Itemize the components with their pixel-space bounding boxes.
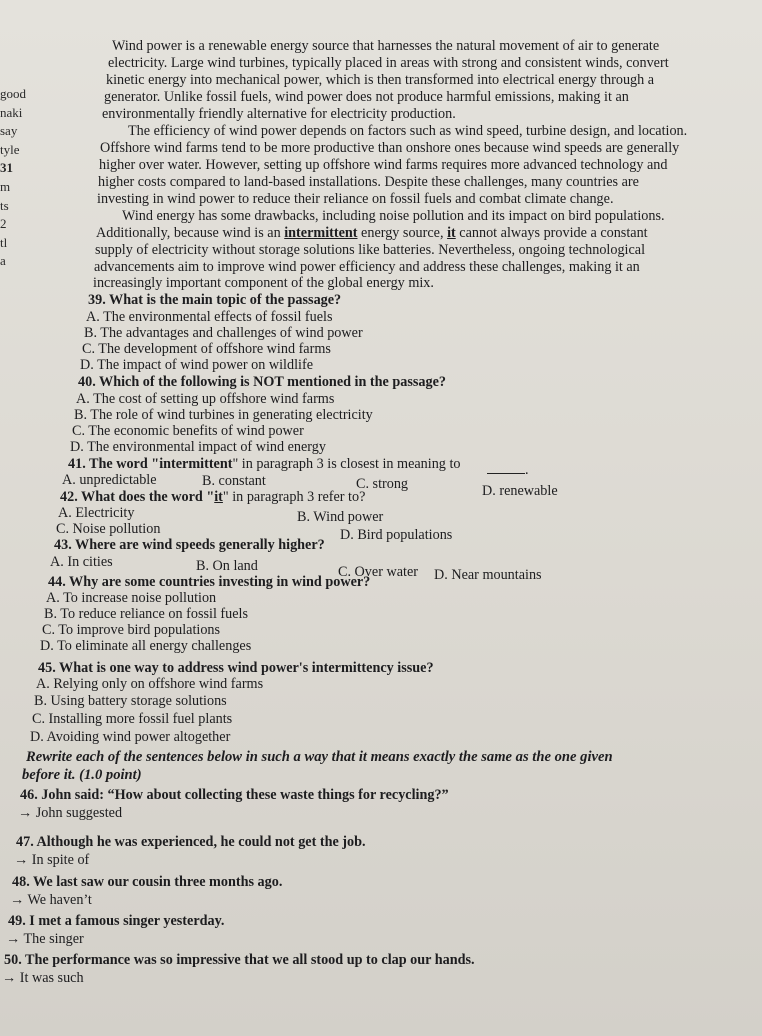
rewrite-answer-46[interactable]: → John suggested — [18, 805, 123, 821]
passage-line: The efficiency of wind power depends on factors such as wind speed, turbine design, and location. — [128, 123, 688, 139]
answer-option[interactable]: D. To eliminate all energy challenges — [40, 638, 252, 654]
passage-line: kinetic energy into mechanical power, which is then transformed into electrical energy through a — [106, 72, 655, 88]
keyword-it: it — [447, 225, 456, 241]
rewrite-item-49: 49. I met a famous singer yesterday. — [8, 913, 225, 929]
passage-line: electricity. Large wind turbines, typically placed in areas with strong and consistent winds, convert — [108, 55, 669, 71]
passage-line: environmentally friendly alternative for electricity production. — [102, 106, 456, 122]
answer-option[interactable]: A. To increase noise pollution — [46, 590, 217, 606]
rewrite-instruction: Rewrite each of the sentences below in such a way that it means exactly the same as the one given — [26, 749, 613, 765]
question-43-stem: 43. Where are wind speeds generally higher? — [54, 537, 325, 553]
text-run: 41. The word " — [68, 456, 160, 472]
answer-option[interactable]: A. unpredictable — [62, 472, 157, 488]
answer-option[interactable]: B. To reduce reliance on fossil fuels — [44, 606, 249, 622]
text-run: 42. What does the word " — [60, 489, 215, 505]
rewrite-answer-50[interactable]: → It was such — [2, 970, 84, 986]
keyword-intermittent: intermittent — [159, 456, 233, 472]
passage-line: generator. Unlike fossil fuels, wind power does not produce harmful emissions, making it an — [104, 89, 629, 105]
answer-option[interactable]: A. The cost of setting up offshore wind farms — [76, 391, 335, 407]
margin-fragment: good — [0, 86, 26, 101]
answer-option[interactable]: B. Wind power — [297, 509, 384, 525]
answer-option[interactable]: B. Using battery storage solutions — [34, 693, 227, 709]
text-run: " in paragraph 3 refer to? — [222, 489, 366, 505]
rewrite-instruction: before it. (1.0 point) — [22, 767, 142, 783]
rewrite-item-46: 46. John said: “How about collecting these waste things for recycling?” — [20, 787, 449, 803]
rewrite-item-50: 50. The performance was so impressive that we all stood up to clap our hands. — [4, 952, 475, 968]
rewrite-item-48: 48. We last saw our cousin three months ago. — [12, 874, 283, 890]
answer-option[interactable]: C. Noise pollution — [56, 521, 161, 537]
margin-fragment: tyle — [0, 141, 20, 157]
answer-option[interactable]: B. On land — [196, 558, 258, 574]
margin-fragment: 2 — [0, 216, 7, 232]
question-45-stem: 45. What is one way to address wind power's intermittency issue? — [38, 660, 434, 676]
answer-option[interactable]: D. Bird populations — [340, 527, 453, 543]
text-run: Additionally, because wind is an — [96, 225, 285, 241]
text-run: energy source, — [357, 225, 448, 241]
answer-option[interactable]: C. To improve bird populations — [42, 622, 221, 638]
answer-option[interactable]: B. The role of wind turbines in generating electricity — [74, 407, 373, 423]
rewrite-answer-47[interactable]: → In spite of — [14, 852, 90, 868]
answer-option[interactable]: A. Relying only on offshore wind farms — [36, 676, 264, 692]
passage-line: Wind energy has some drawbacks, including noise pollution and its impact on bird populations. — [122, 208, 665, 224]
answer-option[interactable]: C. strong — [356, 476, 409, 492]
passage-line: Offshore wind farms tend to be more productive than onshore ones because wind speeds are generally — [100, 140, 680, 156]
answer-option[interactable]: D. The impact of wind power on wildlife — [80, 357, 313, 373]
answer-option[interactable]: A. The environmental effects of fossil fuels — [86, 309, 333, 325]
answer-option[interactable]: C. Installing more fossil fuel plants — [32, 711, 233, 727]
question-39-stem: 39. What is the main topic of the passage? — [88, 292, 342, 308]
text-run: " in paragraph 3 is closest in meaning to — [232, 456, 461, 472]
question-44-stem: 44. Why are some countries investing in wind power? — [48, 574, 371, 590]
rewrite-answer-49[interactable]: → The singer — [6, 931, 84, 947]
keyword-it: it — [214, 489, 223, 505]
text-run: . — [525, 462, 529, 478]
rewrite-item-47: 47. Although he was experienced, he could not get the job. — [16, 834, 366, 850]
answer-option[interactable]: B. The advantages and challenges of wind power — [84, 325, 363, 341]
answer-option[interactable]: C. The economic benefits of wind power — [72, 423, 304, 439]
passage-line: higher costs compared to land-based installations. Despite these challenges, many countries are — [98, 174, 639, 190]
passage-line: increasingly important component of the global energy mix. — [93, 275, 434, 291]
margin-fragment: naki — [0, 104, 23, 120]
answer-option[interactable]: D. Near mountains — [434, 567, 542, 583]
answer-option[interactable]: C. The development of offshore wind farms — [82, 341, 331, 357]
answer-option[interactable]: B. constant — [202, 473, 266, 489]
margin-fragment: 31 — [0, 160, 13, 176]
answer-option[interactable]: A. In cities — [50, 554, 113, 570]
answer-option[interactable]: A. Electricity — [58, 505, 135, 521]
text-run: cannot always provide a constant — [455, 225, 648, 241]
passage-line: higher over water. However, setting up offshore wind farms requires more advanced technology and — [99, 157, 668, 173]
margin-fragment: m — [0, 178, 11, 194]
answer-option[interactable]: D. Avoiding wind power altogether — [30, 729, 231, 745]
passage-line: supply of electricity without storage solutions like batteries. Nevertheless, ongoing technological — [95, 242, 646, 258]
question-40-stem: 40. Which of the following is NOT mentioned in the passage? — [78, 374, 446, 390]
passage-line: Wind power is a renewable energy source that harnesses the natural movement of air to generate — [112, 38, 660, 54]
answer-option[interactable]: D. The environmental impact of wind energy — [70, 439, 326, 455]
margin-fragment: ts — [0, 197, 9, 213]
margin-fragment: a — [0, 253, 6, 269]
keyword-intermittent: intermittent — [284, 225, 358, 241]
passage-line: investing in wind power to reduce their reliance on fossil fuels and combat climate change. — [97, 191, 614, 207]
rewrite-answer-48[interactable]: → We haven’t — [10, 892, 92, 908]
margin-fragment: tl — [0, 234, 8, 250]
answer-option[interactable]: C. Over water — [338, 564, 418, 580]
answer-option[interactable]: D. renewable — [482, 483, 558, 499]
margin-fragment: say — [0, 123, 18, 139]
passage-line: advancements aim to improve wind power efficiency and address these challenges, making it an — [94, 259, 640, 275]
